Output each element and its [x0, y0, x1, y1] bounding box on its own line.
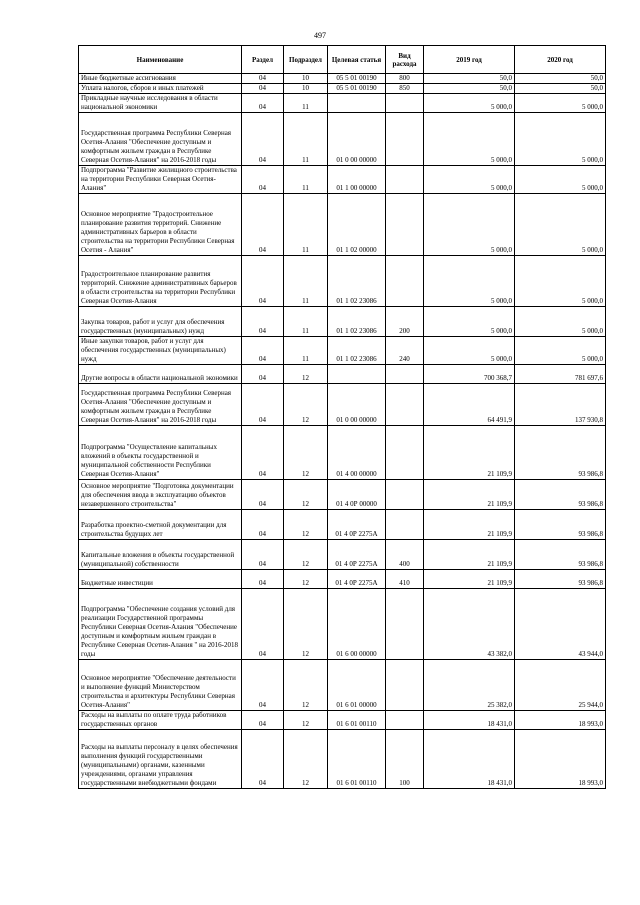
cell-vid: [386, 256, 424, 307]
cell-vid: 800: [386, 74, 424, 84]
cell-y2019: 21 109,9: [424, 426, 515, 480]
cell-name: Расходы на выплаты по оплате труда работников государственных органов: [79, 711, 242, 730]
cell-statya: 01 4 0Р 00000: [328, 480, 386, 510]
cell-razdel: 04: [242, 166, 284, 194]
cell-y2020: 43 944,0: [515, 589, 606, 660]
cell-razdel: 04: [242, 711, 284, 730]
cell-podrazdel: 12: [284, 540, 328, 570]
cell-razdel: 04: [242, 480, 284, 510]
table-row: [79, 365, 606, 384]
cell-y2020: 137 930,8: [515, 384, 606, 426]
cell-y2020: 18 993,0: [515, 711, 606, 730]
table-row: [79, 426, 606, 480]
cell-statya: 01 6 00 00000: [328, 589, 386, 660]
cell-y2019: 18 431,0: [424, 711, 515, 730]
cell-y2019: 43 382,0: [424, 589, 515, 660]
cell-y2020: 93 986,8: [515, 570, 606, 589]
cell-y2019: 64 491,9: [424, 384, 515, 426]
table-row: [79, 113, 606, 166]
cell-vid: [386, 480, 424, 510]
cell-name: Другие вопросы в области национальной экономики: [79, 365, 242, 384]
cell-razdel: 04: [242, 730, 284, 789]
cell-name: Государственная программа Республики Северная Осетия-Алания "Обеспечение доступным и комфортным жильем граждан в Республике Северная Осетия-Алания" на 2016-2018 годы: [79, 384, 242, 426]
header-vid: Вид расхода: [386, 46, 424, 74]
cell-statya: 05 5 01 00190: [328, 84, 386, 94]
cell-name: Основное мероприятие "Подготовка документации для обеспечения ввода в эксплуатацию объектов незавершенного строительства": [79, 480, 242, 510]
header-2020: 2020 год: [515, 46, 606, 74]
cell-y2019: 5 000,0: [424, 307, 515, 337]
cell-vid: [386, 166, 424, 194]
table-row: [79, 384, 606, 426]
table-row: [79, 711, 606, 730]
cell-podrazdel: 12: [284, 426, 328, 480]
cell-statya: 01 0 00 00000: [328, 113, 386, 166]
cell-name: Государственная программа Республики Северная Осетия-Алания "Обеспечение доступным и комфортным жильем граждан в Республике Северная Осетия-Алания" на 2016-2018 годы: [79, 113, 242, 166]
cell-statya: 01 1 02 23086: [328, 307, 386, 337]
cell-y2020: 93 986,8: [515, 426, 606, 480]
cell-y2020: 18 993,0: [515, 730, 606, 789]
cell-podrazdel: 12: [284, 730, 328, 789]
cell-podrazdel: 11: [284, 166, 328, 194]
table-row: [79, 510, 606, 540]
cell-statya: 01 6 01 00000: [328, 660, 386, 711]
table-row: [79, 194, 606, 256]
cell-razdel: 04: [242, 84, 284, 94]
cell-podrazdel: 11: [284, 194, 328, 256]
cell-name: Подпрограмма "Осуществление капитальных вложений в объекты государственной и муниципальной собственности Республики Северная Осетия-Алания": [79, 426, 242, 480]
cell-y2019: 21 109,9: [424, 570, 515, 589]
cell-vid: 850: [386, 84, 424, 94]
cell-statya: 01 4 00 00000: [328, 426, 386, 480]
cell-statya: 01 1 02 00000: [328, 194, 386, 256]
cell-y2020: 5 000,0: [515, 307, 606, 337]
cell-podrazdel: 12: [284, 711, 328, 730]
cell-name: Иные бюджетные ассигнования: [79, 74, 242, 84]
cell-statya: 01 1 02 23086: [328, 256, 386, 307]
cell-vid: [386, 365, 424, 384]
table-header-row: [79, 46, 606, 74]
cell-y2019: 18 431,0: [424, 730, 515, 789]
cell-vid: 240: [386, 337, 424, 365]
cell-podrazdel: 12: [284, 510, 328, 540]
cell-podrazdel: 11: [284, 113, 328, 166]
cell-vid: [386, 510, 424, 540]
header-podrazdel: Подраздел: [284, 46, 328, 74]
cell-vid: [386, 384, 424, 426]
cell-name: Расходы на выплаты персоналу в целях обеспечения выполнения функций государственными (муниципальными) органами, казенными учреждениями, органами управления государственными внебюджетными фондами: [79, 730, 242, 789]
cell-vid: [386, 589, 424, 660]
cell-name: Основное мероприятие "Обеспечение деятельности и выполнение функций Министерством строительства и архитектуры Республики Северная Осетия-Алания": [79, 660, 242, 711]
cell-statya: 01 1 00 00000: [328, 166, 386, 194]
cell-vid: [386, 711, 424, 730]
cell-y2020: 781 697,6: [515, 365, 606, 384]
budget-table: [78, 45, 606, 789]
cell-statya: 01 4 0Р 2275А: [328, 510, 386, 540]
cell-y2019: 5 000,0: [424, 113, 515, 166]
cell-razdel: 04: [242, 510, 284, 540]
cell-vid: 200: [386, 307, 424, 337]
table-row: [79, 540, 606, 570]
cell-name: Градостроительное планирование развития территорий. Снижение административных барьеров в области строительства на территории Республики Северная Осетия-Алания: [79, 256, 242, 307]
cell-name: Иные закупки товаров, работ и услуг для обеспечения государственных (муниципальных) нужд: [79, 337, 242, 365]
cell-vid: 100: [386, 730, 424, 789]
cell-name: Закупка товаров, работ и услуг для обеспечения государственных (муниципальных) нужд: [79, 307, 242, 337]
cell-y2019: 50,0: [424, 74, 515, 84]
cell-vid: [386, 194, 424, 256]
cell-razdel: 04: [242, 194, 284, 256]
cell-razdel: 04: [242, 94, 284, 113]
table-row: [79, 570, 606, 589]
cell-y2019: 700 368,7: [424, 365, 515, 384]
cell-name: Подпрограмма "Обеспечение создания условий для реализации Государственной программы Республики Северная Осетия-Алания "Обеспечение доступным и комфортным жильем граждан в Республике Северная Осетия-Алания " на 2016-2018 годы: [79, 589, 242, 660]
table-row: [79, 307, 606, 337]
cell-razdel: 04: [242, 570, 284, 589]
cell-y2019: 50,0: [424, 84, 515, 94]
cell-statya: 01 4 0Р 2275А: [328, 570, 386, 589]
cell-podrazdel: 12: [284, 365, 328, 384]
cell-y2019: 21 109,9: [424, 480, 515, 510]
cell-name: Основное мероприятие "Градостроительное планирование развития территорий. Снижение административных барьеров в области строительства на территории Республики Северная Осетия - Алания": [79, 194, 242, 256]
cell-podrazdel: 12: [284, 480, 328, 510]
cell-podrazdel: 12: [284, 570, 328, 589]
cell-y2019: 5 000,0: [424, 256, 515, 307]
cell-razdel: 04: [242, 307, 284, 337]
cell-name: Капитальные вложения в объекты государственной (муниципальной) собственности: [79, 540, 242, 570]
cell-statya: [328, 365, 386, 384]
cell-name: Подпрограмма "Развитие жилищного строительства на территории Республики Северная Осетия-Алания": [79, 166, 242, 194]
cell-razdel: 04: [242, 113, 284, 166]
table-row: [79, 730, 606, 789]
cell-y2020: 5 000,0: [515, 337, 606, 365]
cell-y2020: 5 000,0: [515, 166, 606, 194]
cell-vid: 400: [386, 540, 424, 570]
cell-podrazdel: 10: [284, 84, 328, 94]
cell-podrazdel: 10: [284, 74, 328, 84]
cell-podrazdel: 11: [284, 307, 328, 337]
cell-y2019: 25 382,0: [424, 660, 515, 711]
cell-razdel: 04: [242, 540, 284, 570]
cell-statya: 01 4 0Р 2275А: [328, 540, 386, 570]
cell-razdel: 04: [242, 384, 284, 426]
table-row: [79, 256, 606, 307]
cell-podrazdel: 11: [284, 337, 328, 365]
cell-statya: 05 5 01 00190: [328, 74, 386, 84]
cell-y2020: 93 986,8: [515, 540, 606, 570]
table-row: [79, 660, 606, 711]
cell-podrazdel: 11: [284, 94, 328, 113]
table-row: [79, 480, 606, 510]
cell-vid: [386, 94, 424, 113]
cell-razdel: 04: [242, 256, 284, 307]
cell-podrazdel: 11: [284, 256, 328, 307]
cell-name: Уплата налогов, сборов и иных платежей: [79, 84, 242, 94]
cell-y2020: 25 944,0: [515, 660, 606, 711]
cell-y2020: 93 986,8: [515, 510, 606, 540]
header-statya: Целевая статья: [328, 46, 386, 74]
cell-vid: [386, 113, 424, 166]
cell-razdel: 04: [242, 426, 284, 480]
table-row: [79, 166, 606, 194]
cell-y2020: 50,0: [515, 84, 606, 94]
table-row: [79, 74, 606, 84]
cell-y2019: 5 000,0: [424, 166, 515, 194]
cell-y2020: 93 986,8: [515, 480, 606, 510]
cell-name: Прикладные научные исследования в области национальной экономики: [79, 94, 242, 113]
cell-statya: 01 1 02 23086: [328, 337, 386, 365]
cell-podrazdel: 12: [284, 384, 328, 426]
cell-name: Бюджетные инвестиции: [79, 570, 242, 589]
cell-statya: [328, 94, 386, 113]
cell-podrazdel: 12: [284, 660, 328, 711]
cell-y2020: 5 000,0: [515, 94, 606, 113]
cell-y2020: 5 000,0: [515, 256, 606, 307]
cell-statya: 01 6 01 00110: [328, 711, 386, 730]
cell-razdel: 04: [242, 589, 284, 660]
cell-y2019: 21 109,9: [424, 540, 515, 570]
table-row: [79, 94, 606, 113]
cell-y2020: 5 000,0: [515, 113, 606, 166]
cell-razdel: 04: [242, 365, 284, 384]
page-number: 497: [314, 31, 326, 40]
table-row: [79, 589, 606, 660]
cell-y2020: 50,0: [515, 74, 606, 84]
header-2019: 2019 год: [424, 46, 515, 74]
cell-razdel: 04: [242, 337, 284, 365]
table-row: [79, 337, 606, 365]
cell-y2020: 5 000,0: [515, 194, 606, 256]
cell-vid: [386, 660, 424, 711]
cell-vid: 410: [386, 570, 424, 589]
cell-statya: 01 6 01 00110: [328, 730, 386, 789]
table-row: [79, 84, 606, 94]
cell-statya: 01 0 00 00000: [328, 384, 386, 426]
cell-razdel: 04: [242, 660, 284, 711]
cell-podrazdel: 12: [284, 589, 328, 660]
cell-y2019: 5 000,0: [424, 94, 515, 113]
cell-y2019: 5 000,0: [424, 194, 515, 256]
table-body: [79, 74, 606, 789]
cell-vid: [386, 426, 424, 480]
cell-y2019: 5 000,0: [424, 337, 515, 365]
header-name: Наименование: [79, 46, 242, 74]
cell-razdel: 04: [242, 74, 284, 84]
cell-name: Разработка проектно-сметной документации для строительства будущих лет: [79, 510, 242, 540]
header-razdel: Раздел: [242, 46, 284, 74]
cell-y2019: 21 109,9: [424, 510, 515, 540]
